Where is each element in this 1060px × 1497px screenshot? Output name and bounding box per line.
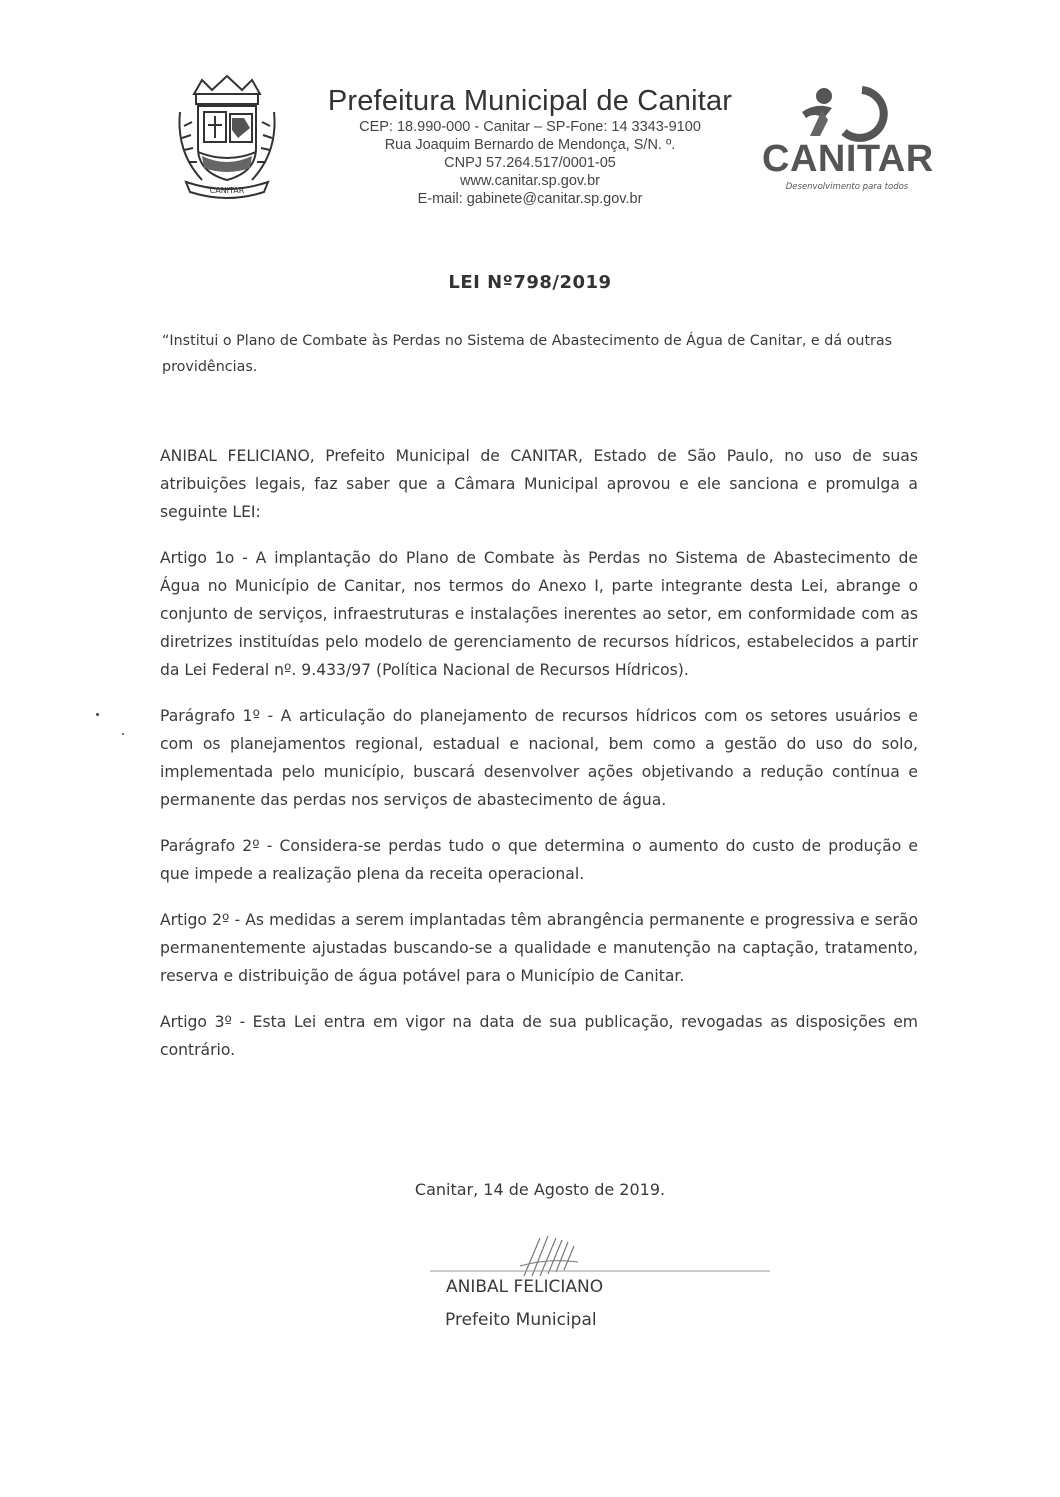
signatory-name: ANIBAL FELICIANO <box>446 1277 604 1297</box>
signature-line <box>430 1270 770 1272</box>
letterhead <box>290 84 770 208</box>
letterhead-address-phone: CEP: 18.990-000 - Canitar – SP-Fone: 14 3343-9100 <box>359 119 701 135</box>
article-1-paragraph: Artigo 1o - A implantação do Plano de Combate às Perdas no Sistema de Abastecimento de Água no Município de Canitar, nos termos do Anexo I, parte integrante desta Lei, abrange o conjunto de serviços, infraestruturas e instalações inerentes ao setor, em conformidade com as diretrizes instituídas pelo modelo de gerenciamento de recursos hídricos, estabelecidos a partir da Lei Federal nº. 9.433/97 (Política Nacional de Recursos Hídricos). <box>160 549 918 679</box>
canitar-logo <box>762 82 932 202</box>
article-2-paragraph: Artigo 2º - As medidas a serem implantadas têm abrangência permanente e progressiva e serão permanentemente ajustadas buscando-se a qualidade e manutenção na captação, tratamento, reserva e distribuição de água potável para o Município de Canitar. <box>160 911 918 985</box>
crest-label: CANITAR <box>209 186 245 195</box>
signatory-role: Prefeito Municipal <box>445 1310 597 1330</box>
logo-tagline: Desenvolvimento para todos <box>785 182 909 192</box>
article-3-paragraph: Artigo 3º - Esta Lei entra em vigor na data de sua publicação, revogadas as disposições em contrário. <box>160 1013 918 1059</box>
handwritten-signature <box>518 1232 608 1282</box>
paragraph-1: Parágrafo 1º - A articulação do planejamento de recursos hídricos com os setores usuários e com os planejamentos regional, estadual e nacional, bem como a gestão do uso do solo, implementada pelo município, buscará desenvolver ações objetivando a redução contínua e permanente das perdas nos serviços de abastecimento de água. <box>160 707 918 809</box>
letterhead-street: Rua Joaquim Bernardo de Mendonça, S/N. º. <box>384 137 676 153</box>
law-body <box>160 442 918 1082</box>
logo-wordmark: CANITAR <box>762 138 934 180</box>
preamble-paragraph: ANIBAL FELICIANO, Prefeito Municipal de CANITAR, Estado de São Paulo, no uso de suas atribuições legais, faz saber que a Câmara Municipal aprovou e ele sanciona e promulga a seguinte LEI: <box>160 447 918 521</box>
scan-speck <box>122 733 124 735</box>
canitar-logo-mark-icon <box>762 82 932 142</box>
paragraph-2: Parágrafo 2º - Considera-se perdas tudo o que determina o aumento do custo de produção e que impede a realização plena da receita operacional. <box>160 837 918 883</box>
letterhead-title: Prefeitura Municipal de Canitar <box>327 85 733 117</box>
signing-date: Canitar, 14 de Agosto de 2019. <box>414 1180 666 1199</box>
letterhead-cnpj: CNPJ 57.264.517/0001-05 <box>444 155 616 171</box>
letterhead-website: www.canitar.sp.gov.br <box>460 173 600 189</box>
letterhead-email: E-mail: gabinete@canitar.sp.gov.br <box>417 191 643 207</box>
scan-speck <box>96 713 99 716</box>
law-ementa: “Institui o Plano de Combate às Perdas no Sistema de Abastecimento de Água de Canitar, e dá outras providências. <box>162 333 893 375</box>
municipal-crest-icon <box>172 72 282 200</box>
law-title: LEI Nº798/2019 <box>448 272 612 293</box>
